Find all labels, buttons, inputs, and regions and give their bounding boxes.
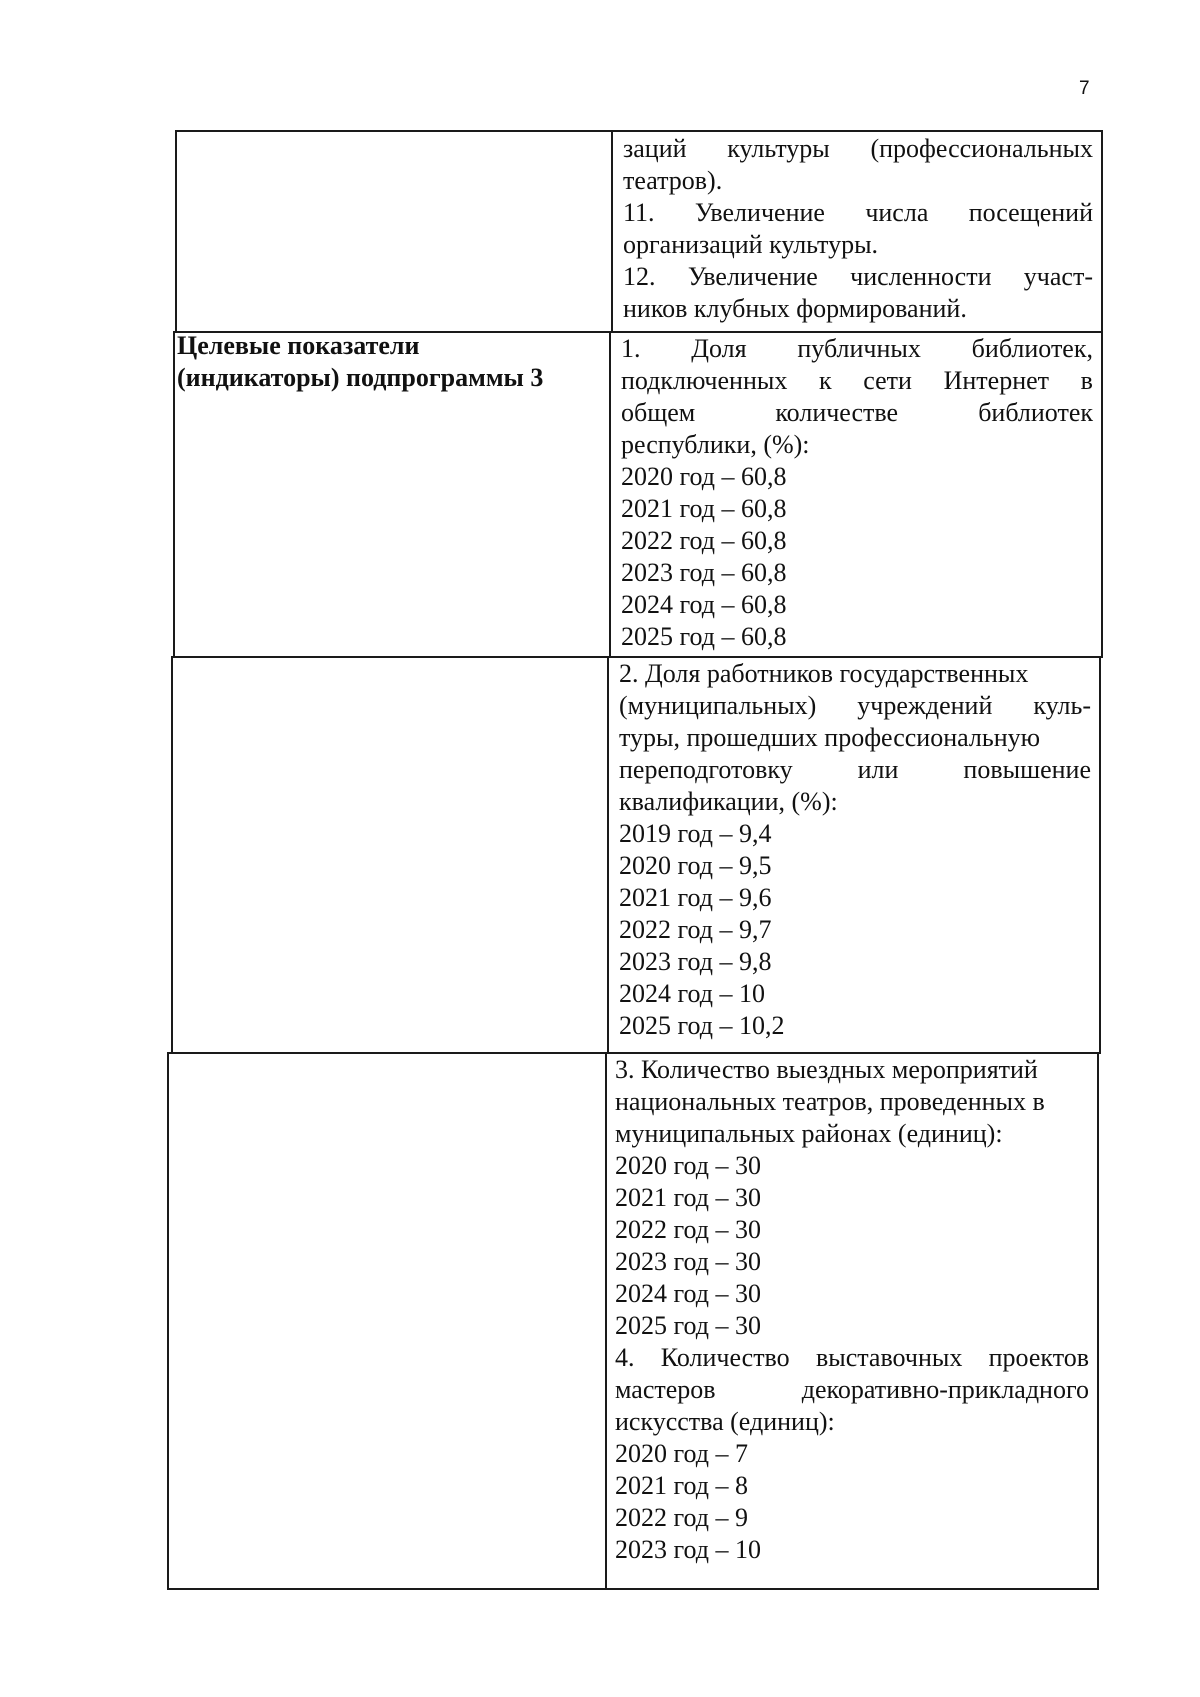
indicator-1 xyxy=(621,333,1093,653)
indicator-4-year-value: 2022 год – 9 xyxy=(615,1503,748,1532)
indicator-3-year-value: 2020 год – 30 xyxy=(615,1151,761,1180)
indicator-4-year-value: 2023 год – 10 xyxy=(615,1535,761,1564)
indicator-3-line-3: муниципальных районах (единиц): xyxy=(615,1119,1003,1148)
indicator-3-line-2: национальных театров, проведенных в xyxy=(615,1087,1045,1116)
row1-line-1: заций культуры (профессиональных xyxy=(623,134,1093,163)
label-line-1: Целевые показатели xyxy=(177,331,420,360)
table-row-4-left-cell xyxy=(167,1052,607,1590)
indicator-4-line-1: 4. Количество выставочных проектов xyxy=(615,1343,1089,1372)
indicator-1-year-value: 2021 год – 60,8 xyxy=(621,494,787,523)
indicator-3-year-value: 2022 год – 30 xyxy=(615,1215,761,1244)
indicator-2-year-value: 2024 год – 10 xyxy=(619,979,765,1008)
indicator-2-line-3: туры, прошедших профессиональную xyxy=(619,723,1041,752)
indicator-2-line-5: квалификации, (%): xyxy=(619,787,838,816)
indicator-2-line-2: (муниципальных) учреждений куль- xyxy=(619,691,1091,720)
indicator-4-year-value: 2020 год – 7 xyxy=(615,1439,748,1468)
indicator-3-year-value: 2025 год – 30 xyxy=(615,1311,761,1340)
indicator-2-year-value: 2023 год – 9,8 xyxy=(619,947,772,976)
indicator-3-year-value: 2023 год – 30 xyxy=(615,1247,761,1276)
row-2-label xyxy=(177,330,597,394)
indicator-1-line-2: подключенных к сети Интернет в xyxy=(621,366,1093,395)
indicator-2-line-4: переподготовку или повышение xyxy=(619,755,1091,784)
indicator-3-year-value: 2021 год – 30 xyxy=(615,1183,761,1212)
indicator-4-line-2: мастеров декоративно-прикладного xyxy=(615,1375,1089,1404)
indicator-1-year-value: 2023 год – 60,8 xyxy=(621,558,787,587)
indicator-1-year-value: 2020 год – 60,8 xyxy=(621,462,787,491)
indicator-1-year-value: 2025 год – 60,8 xyxy=(621,622,787,651)
indicator-2-year-value: 2025 год – 10,2 xyxy=(619,1011,785,1040)
indicator-4-line-3: искусства (единиц): xyxy=(615,1407,835,1436)
indicator-1-line-3: общем количестве библиотек xyxy=(621,398,1093,427)
indicator-3-and-4 xyxy=(615,1054,1089,1566)
indicator-1-line-1: 1. Доля публичных библиотек, xyxy=(621,334,1093,363)
label-line-2: (индикаторы) подпрограммы 3 xyxy=(177,363,544,392)
indicator-2-year-value: 2020 год – 9,5 xyxy=(619,851,772,880)
indicator-2 xyxy=(619,658,1091,1042)
row1-line-2: театров). xyxy=(623,166,723,195)
indicator-2-year-value: 2021 год – 9,6 xyxy=(619,883,772,912)
indicator-2-year-value: 2019 год – 9,4 xyxy=(619,819,772,848)
row1-line-3: 11. Увеличение числа посещений xyxy=(623,198,1093,227)
table-row-3-left-cell xyxy=(171,656,609,1054)
page-number: 7 xyxy=(1079,78,1090,99)
indicator-4-year-value: 2021 год – 8 xyxy=(615,1471,748,1500)
indicator-1-year-value: 2024 год – 60,8 xyxy=(621,590,787,619)
indicator-1-year-value: 2022 год – 60,8 xyxy=(621,526,787,555)
indicator-3-line-1: 3. Количество выездных мероприятий xyxy=(615,1055,1038,1084)
row1-line-6: ников клубных формирований. xyxy=(623,294,967,323)
indicator-2-line-1: 2. Доля работников государственных xyxy=(619,659,1029,688)
row1-line-4: организаций культуры. xyxy=(623,230,879,259)
table-row-1-left-cell xyxy=(175,130,613,333)
indicator-3-year-value: 2024 год – 30 xyxy=(615,1279,761,1308)
indicator-1-line-4: республики, (%): xyxy=(621,430,810,459)
row-1-text xyxy=(623,133,1093,325)
indicator-2-year-value: 2022 год – 9,7 xyxy=(619,915,772,944)
row1-line-5: 12. Увеличение численности участ- xyxy=(623,262,1093,291)
